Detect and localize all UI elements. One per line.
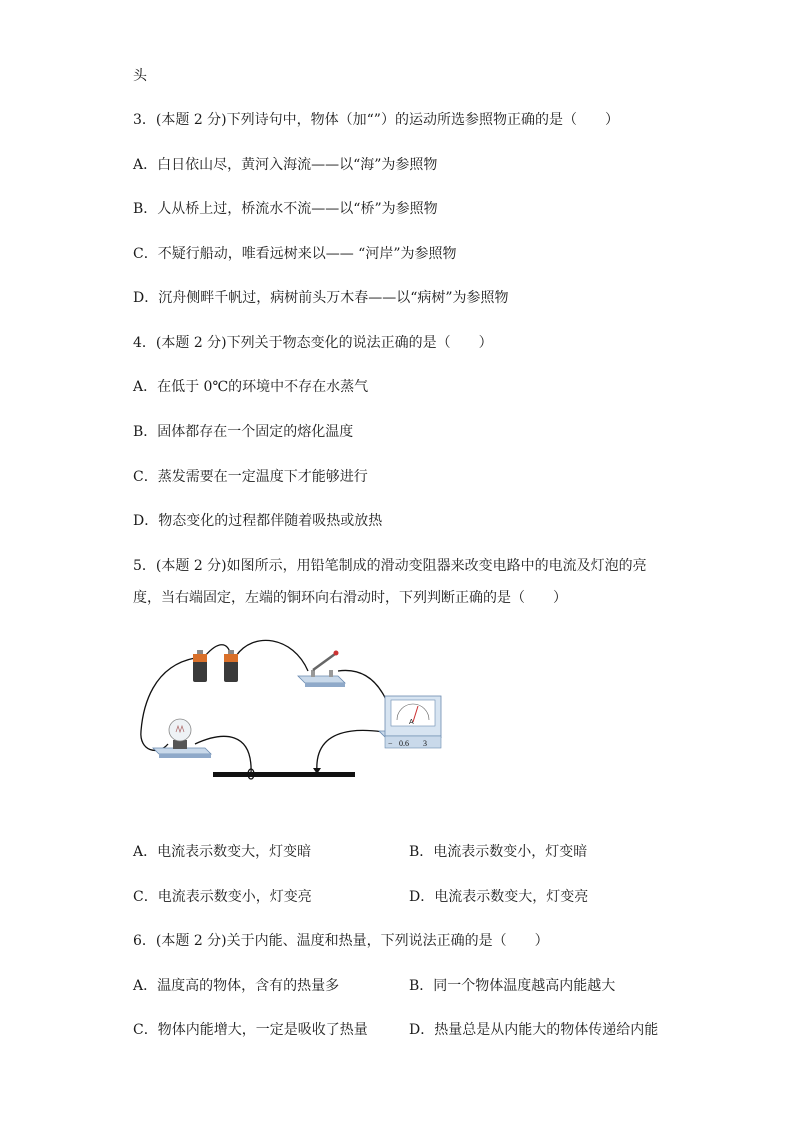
question-4-option-b: B．固体都存在一个固定的熔化温度 <box>133 424 354 440</box>
question-5-option-d: D．电流表示数变大，灯变亮 <box>409 889 589 905</box>
ammeter-terminal-06: 0.6 <box>399 739 409 748</box>
wire-battery-to-switch <box>236 640 308 671</box>
question-4-option-a: A．在低于 0℃的环境中不存在水蒸气 <box>133 379 369 395</box>
battery-right-icon <box>224 650 238 682</box>
question-3-option-a: A．白日依山尽，黄河入海流——以“海”为参照物 <box>133 157 438 173</box>
question-3-option-b: B．人从桥上过，桥流水不流——以“桥”为参照物 <box>133 201 438 217</box>
ammeter-terminal-3: 3 <box>423 739 427 748</box>
pencil-rheostat-icon <box>213 768 355 779</box>
question-3-stem: 3．(本题 2 分)下列诗句中，物体（加“”）的运动所选参照物正确的是（ ） <box>133 112 619 128</box>
question-5-option-b: B．电流表示数变小，灯变暗 <box>409 844 588 860</box>
question-6-option-a: A．温度高的物体，含有的热量多 <box>133 978 340 994</box>
question-5-stem-line1: 5．(本题 2 分)如图所示，用铅笔制成的滑动变阻器来改变电路中的电流及灯泡的亮 <box>133 558 647 574</box>
lamp-icon <box>153 719 211 758</box>
question-3-option-d: D．沉舟侧畔千帆过，病树前头万木春——以“病树”为参照物 <box>133 290 509 306</box>
question-4-stem: 4．(本题 2 分)下列关于物态变化的说法正确的是（ ） <box>133 335 493 351</box>
question-3-option-c: C．不疑行船动，唯看远树来以—— “河岸”为参照物 <box>133 246 457 262</box>
question-6-option-d: D．热量总是从内能大的物体传递给内能 <box>409 1022 659 1038</box>
question-6-stem: 6．(本题 2 分)关于内能、温度和热量，下列说法正确的是（ ） <box>133 933 549 949</box>
question-5-option-c: C．电流表示数变小，灯变亮 <box>133 889 312 905</box>
question-6-option-b: B．同一个物体温度越高内能越大 <box>409 978 616 994</box>
top-fragment: 头 <box>133 68 147 84</box>
ammeter-icon <box>379 696 441 748</box>
circuit-figure <box>133 636 453 786</box>
question-4-option-c: C．蒸发需要在一定温度下才能够进行 <box>133 469 368 485</box>
ammeter-terminal-minus: − <box>388 739 393 748</box>
question-5-stem-line2: 度，当右端固定，左端的铜环向右滑动时，下列判断正确的是（ ） <box>133 590 567 606</box>
ammeter-label: A <box>409 719 414 726</box>
switch-icon <box>298 651 345 688</box>
question-4-option-d: D．物态变化的过程都伴随着吸热或放热 <box>133 513 383 529</box>
question-6-option-c: C．物体内能增大，一定是吸收了热量 <box>133 1022 368 1038</box>
battery-left-icon <box>193 650 207 682</box>
question-5-option-a: A．电流表示数变大，灯变暗 <box>133 844 312 860</box>
